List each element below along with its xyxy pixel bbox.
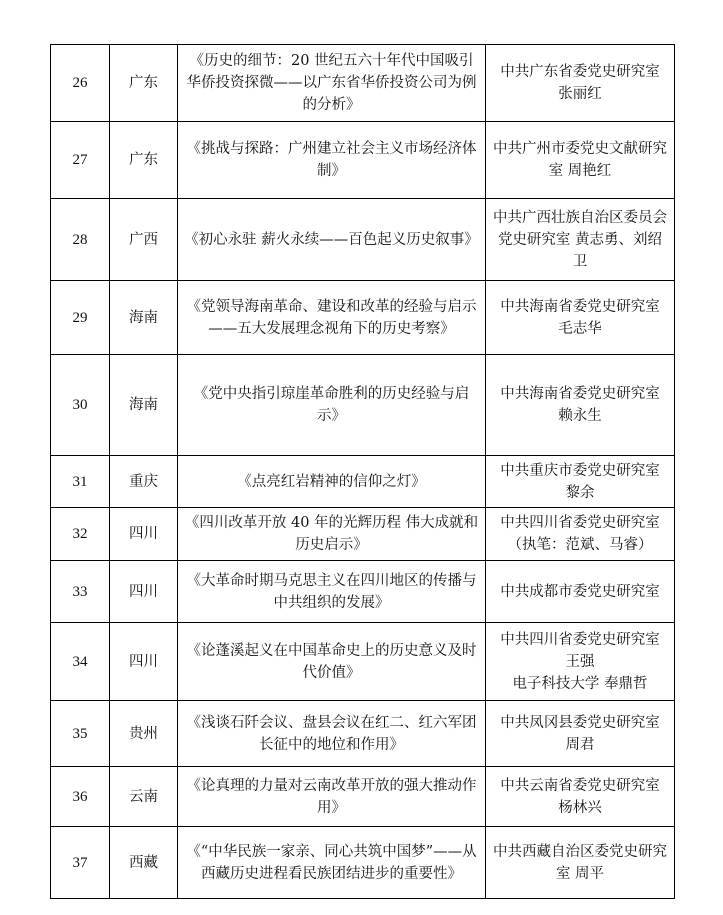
row-number: 32: [51, 508, 110, 561]
row-number: 33: [51, 561, 110, 623]
row-author: 中共广州市委党史文献研究室 周艳红: [486, 122, 675, 199]
row-region: 海南: [110, 355, 178, 456]
row-number: 36: [51, 767, 110, 827]
row-region: 海南: [110, 281, 178, 355]
row-title: 《挑战与探路：广州建立社会主义市场经济体制》: [178, 122, 486, 199]
row-author-line: 中共四川省委党史研究室 王强: [500, 631, 660, 670]
table-row: [51, 355, 675, 456]
row-number: 29: [51, 281, 110, 355]
row-author: 中共西藏自治区委党史研究室 周平: [486, 827, 675, 899]
row-number: 34: [51, 623, 110, 701]
table-row: [51, 623, 675, 701]
row-title: 《党领导海南革命、建设和改革的经验与启示——五大发展理念视角下的历史考察》: [178, 281, 486, 355]
row-number: 27: [51, 122, 110, 199]
row-title: 《论蓬溪起义在中国革命史上的历史意义及时代价值》: [178, 623, 486, 701]
row-region: 四川: [110, 508, 178, 561]
table-row: [51, 281, 675, 355]
row-title: 《大革命时期马克思主义在四川地区的传播与中共组织的发展》: [178, 561, 486, 623]
row-title: 《“中华民族一家亲、同心共筑中国梦”——从西藏历史进程看民族团结进步的重要性》: [178, 827, 486, 899]
row-title: 《论真理的力量对云南改革开放的强大推动作用》: [178, 767, 486, 827]
row-number: 35: [51, 701, 110, 767]
row-number: 28: [51, 199, 110, 281]
row-title: 《浅谈石阡会议、盘县会议在红二、红六军团长征中的地位和作用》: [178, 701, 486, 767]
row-author: 中共四川省委党史研究室（执笔：范斌、马睿）: [486, 508, 675, 561]
row-number: 30: [51, 355, 110, 456]
row-author-line: 电子科技大学 奉鼎哲: [512, 675, 648, 692]
row-number: 31: [51, 456, 110, 508]
row-region: 广东: [110, 122, 178, 199]
row-region: 贵州: [110, 701, 178, 767]
row-author: 中共重庆市委党史研究室 黎余: [486, 456, 675, 508]
row-author: 中共成都市委党史研究室: [486, 561, 675, 623]
row-author: 中共广东省委党史研究室 张丽红: [486, 45, 675, 122]
row-title: 《四川改革开放 40 年的光辉历程 伟大成就和历史启示》: [178, 508, 486, 561]
row-title: 《点亮红岩精神的信仰之灯》: [178, 456, 486, 508]
table-row: [51, 561, 675, 623]
table-row: [51, 508, 675, 561]
award-list-table: [50, 44, 675, 899]
row-title: 《党中央指引琼崖革命胜利的历史经验与启示》: [178, 355, 486, 456]
table-row: [51, 701, 675, 767]
row-author: 中共云南省委党史研究室 杨林兴: [486, 767, 675, 827]
row-title: 《历史的细节：20 世纪五六十年代中国吸引华侨投资探微——以广东省华侨投资公司为例的分析》: [178, 45, 486, 122]
row-region: 云南: [110, 767, 178, 827]
row-region: 广东: [110, 45, 178, 122]
table-row: [51, 122, 675, 199]
row-author: 中共海南省委党史研究室 毛志华: [486, 281, 675, 355]
row-title: 《初心永驻 薪火永续——百色起义历史叙事》: [178, 199, 486, 281]
row-region: 四川: [110, 561, 178, 623]
table-row: [51, 45, 675, 122]
row-region: 广西: [110, 199, 178, 281]
row-number: 37: [51, 827, 110, 899]
row-region: 西藏: [110, 827, 178, 899]
row-number: 26: [51, 45, 110, 122]
table-row: [51, 199, 675, 281]
table-row: [51, 456, 675, 508]
row-region: 重庆: [110, 456, 178, 508]
row-author: [486, 623, 675, 701]
row-author: 中共广西壮族自治区委员会党史研究室 黄志勇、刘绍卫: [486, 199, 675, 281]
row-author: 中共海南省委党史研究室 赖永生: [486, 355, 675, 456]
row-author: 中共凤冈县委党史研究室 周君: [486, 701, 675, 767]
row-region: 四川: [110, 623, 178, 701]
table-row: [51, 767, 675, 827]
table-row: [51, 827, 675, 899]
